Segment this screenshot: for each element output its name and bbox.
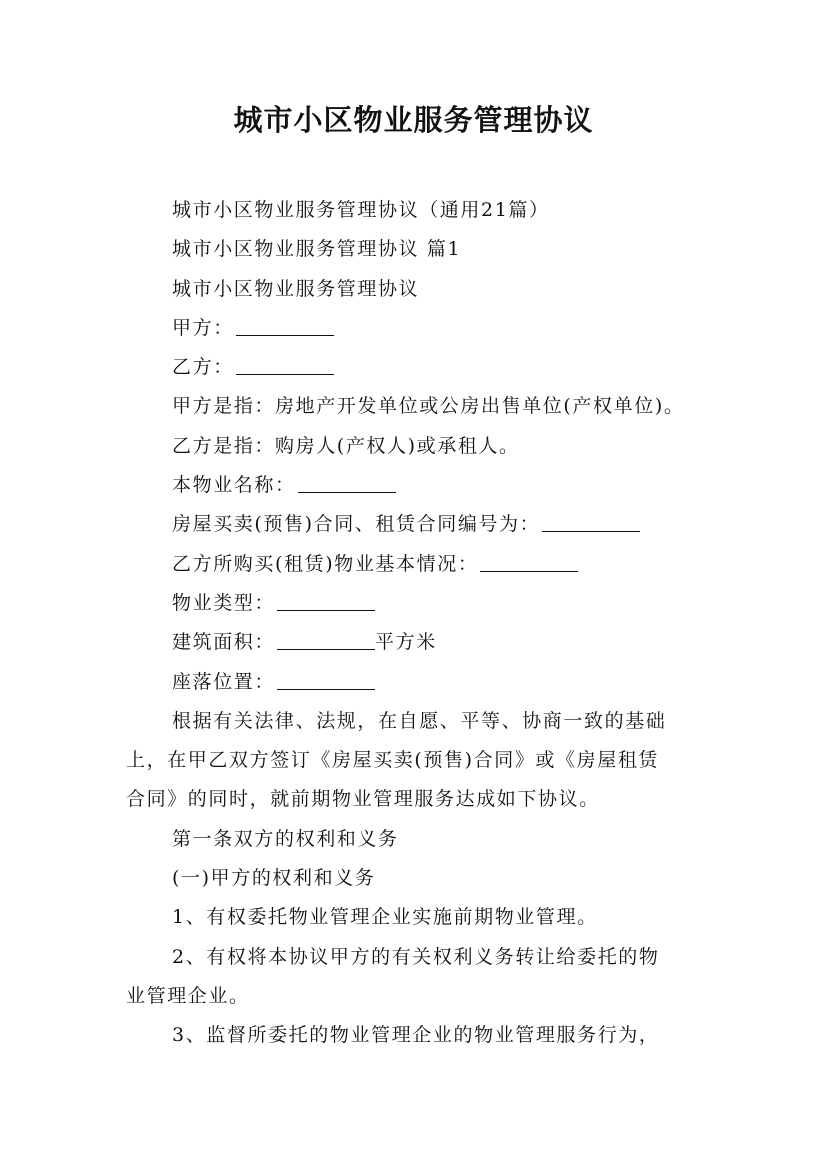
paragraph-text: 座落位置： bbox=[172, 670, 276, 693]
paragraph-text: 1、有权委托物业管理企业实施前期物业管理。 bbox=[172, 906, 598, 929]
paragraph bbox=[126, 545, 706, 584]
paragraph-text: 根据有关法律、法规，在自愿、平等、协商一致的基础 bbox=[172, 709, 667, 732]
paragraph-text: 建筑面积： bbox=[172, 631, 276, 654]
paragraph bbox=[126, 427, 706, 466]
fill-in-blank bbox=[480, 551, 578, 572]
paragraph bbox=[126, 702, 706, 741]
paragraph bbox=[126, 938, 706, 977]
paragraph bbox=[126, 1016, 706, 1055]
paragraph-text: 物业类型： bbox=[172, 591, 276, 614]
paragraph bbox=[126, 191, 706, 230]
paragraph bbox=[126, 270, 706, 309]
fill-in-blank bbox=[236, 315, 334, 336]
paragraph bbox=[126, 623, 706, 662]
paragraph-text: 甲方是指：房地产开发单位或公房出售单位(产权单位)。 bbox=[172, 395, 685, 418]
paragraph-text: 上，在甲乙双方签订《房屋买卖(预售)合同》或《房屋租赁 bbox=[126, 749, 660, 772]
document-body bbox=[126, 191, 706, 1056]
paragraph bbox=[126, 898, 706, 937]
paragraph bbox=[126, 859, 706, 898]
paragraph-text: 本物业名称： bbox=[172, 474, 296, 497]
paragraph bbox=[126, 466, 706, 505]
fill-in-blank bbox=[277, 669, 375, 690]
paragraph-text: 房屋买卖(预售)合同、租赁合同编号为： bbox=[172, 513, 541, 536]
paragraph-suffix: 平方米 bbox=[375, 631, 437, 654]
paragraph-text: 合同》的同时，就前期物业管理服务达成如下协议。 bbox=[126, 788, 600, 811]
paragraph bbox=[126, 741, 706, 780]
paragraph-text: 甲方： bbox=[172, 316, 234, 339]
paragraph bbox=[126, 309, 706, 348]
paragraph bbox=[126, 584, 706, 623]
paragraph bbox=[126, 780, 706, 819]
paragraph-text: 乙方： bbox=[172, 356, 234, 379]
fill-in-blank bbox=[277, 590, 375, 611]
paragraph bbox=[126, 348, 706, 387]
fill-in-blank bbox=[542, 511, 640, 532]
paragraph-text: 2、有权将本协议甲方的有关权利义务转让给委托的物 bbox=[172, 945, 660, 968]
paragraph bbox=[126, 387, 706, 426]
paragraph-text: 乙方所购买(租赁)物业基本情况： bbox=[172, 552, 479, 575]
document-title: 城市小区物业服务管理协议 bbox=[233, 103, 594, 137]
paragraph bbox=[126, 230, 706, 269]
paragraph bbox=[126, 505, 706, 544]
paragraph-text: 城市小区物业服务管理协议 篇1 bbox=[172, 238, 462, 261]
paragraph bbox=[126, 663, 706, 702]
paragraph-text: 第一条双方的权利和义务 bbox=[172, 827, 399, 850]
paragraph-text: 业管理企业。 bbox=[126, 984, 250, 1007]
paragraph-text: (一)甲方的权利和义务 bbox=[172, 867, 376, 890]
fill-in-blank bbox=[236, 354, 334, 375]
paragraph-text: 城市小区物业服务管理协议 bbox=[172, 277, 420, 300]
paragraph bbox=[126, 977, 706, 1016]
paragraph-text: 城市小区物业服务管理协议（通用21篇） bbox=[172, 199, 550, 221]
paragraph bbox=[126, 820, 706, 859]
paragraph-text: 乙方是指：购房人(产权人)或承租人。 bbox=[172, 434, 520, 457]
paragraph-text: 3、监督所委托的物业管理企业的物业管理服务行为， bbox=[172, 1024, 660, 1047]
fill-in-blank bbox=[277, 629, 375, 650]
fill-in-blank bbox=[298, 472, 396, 493]
